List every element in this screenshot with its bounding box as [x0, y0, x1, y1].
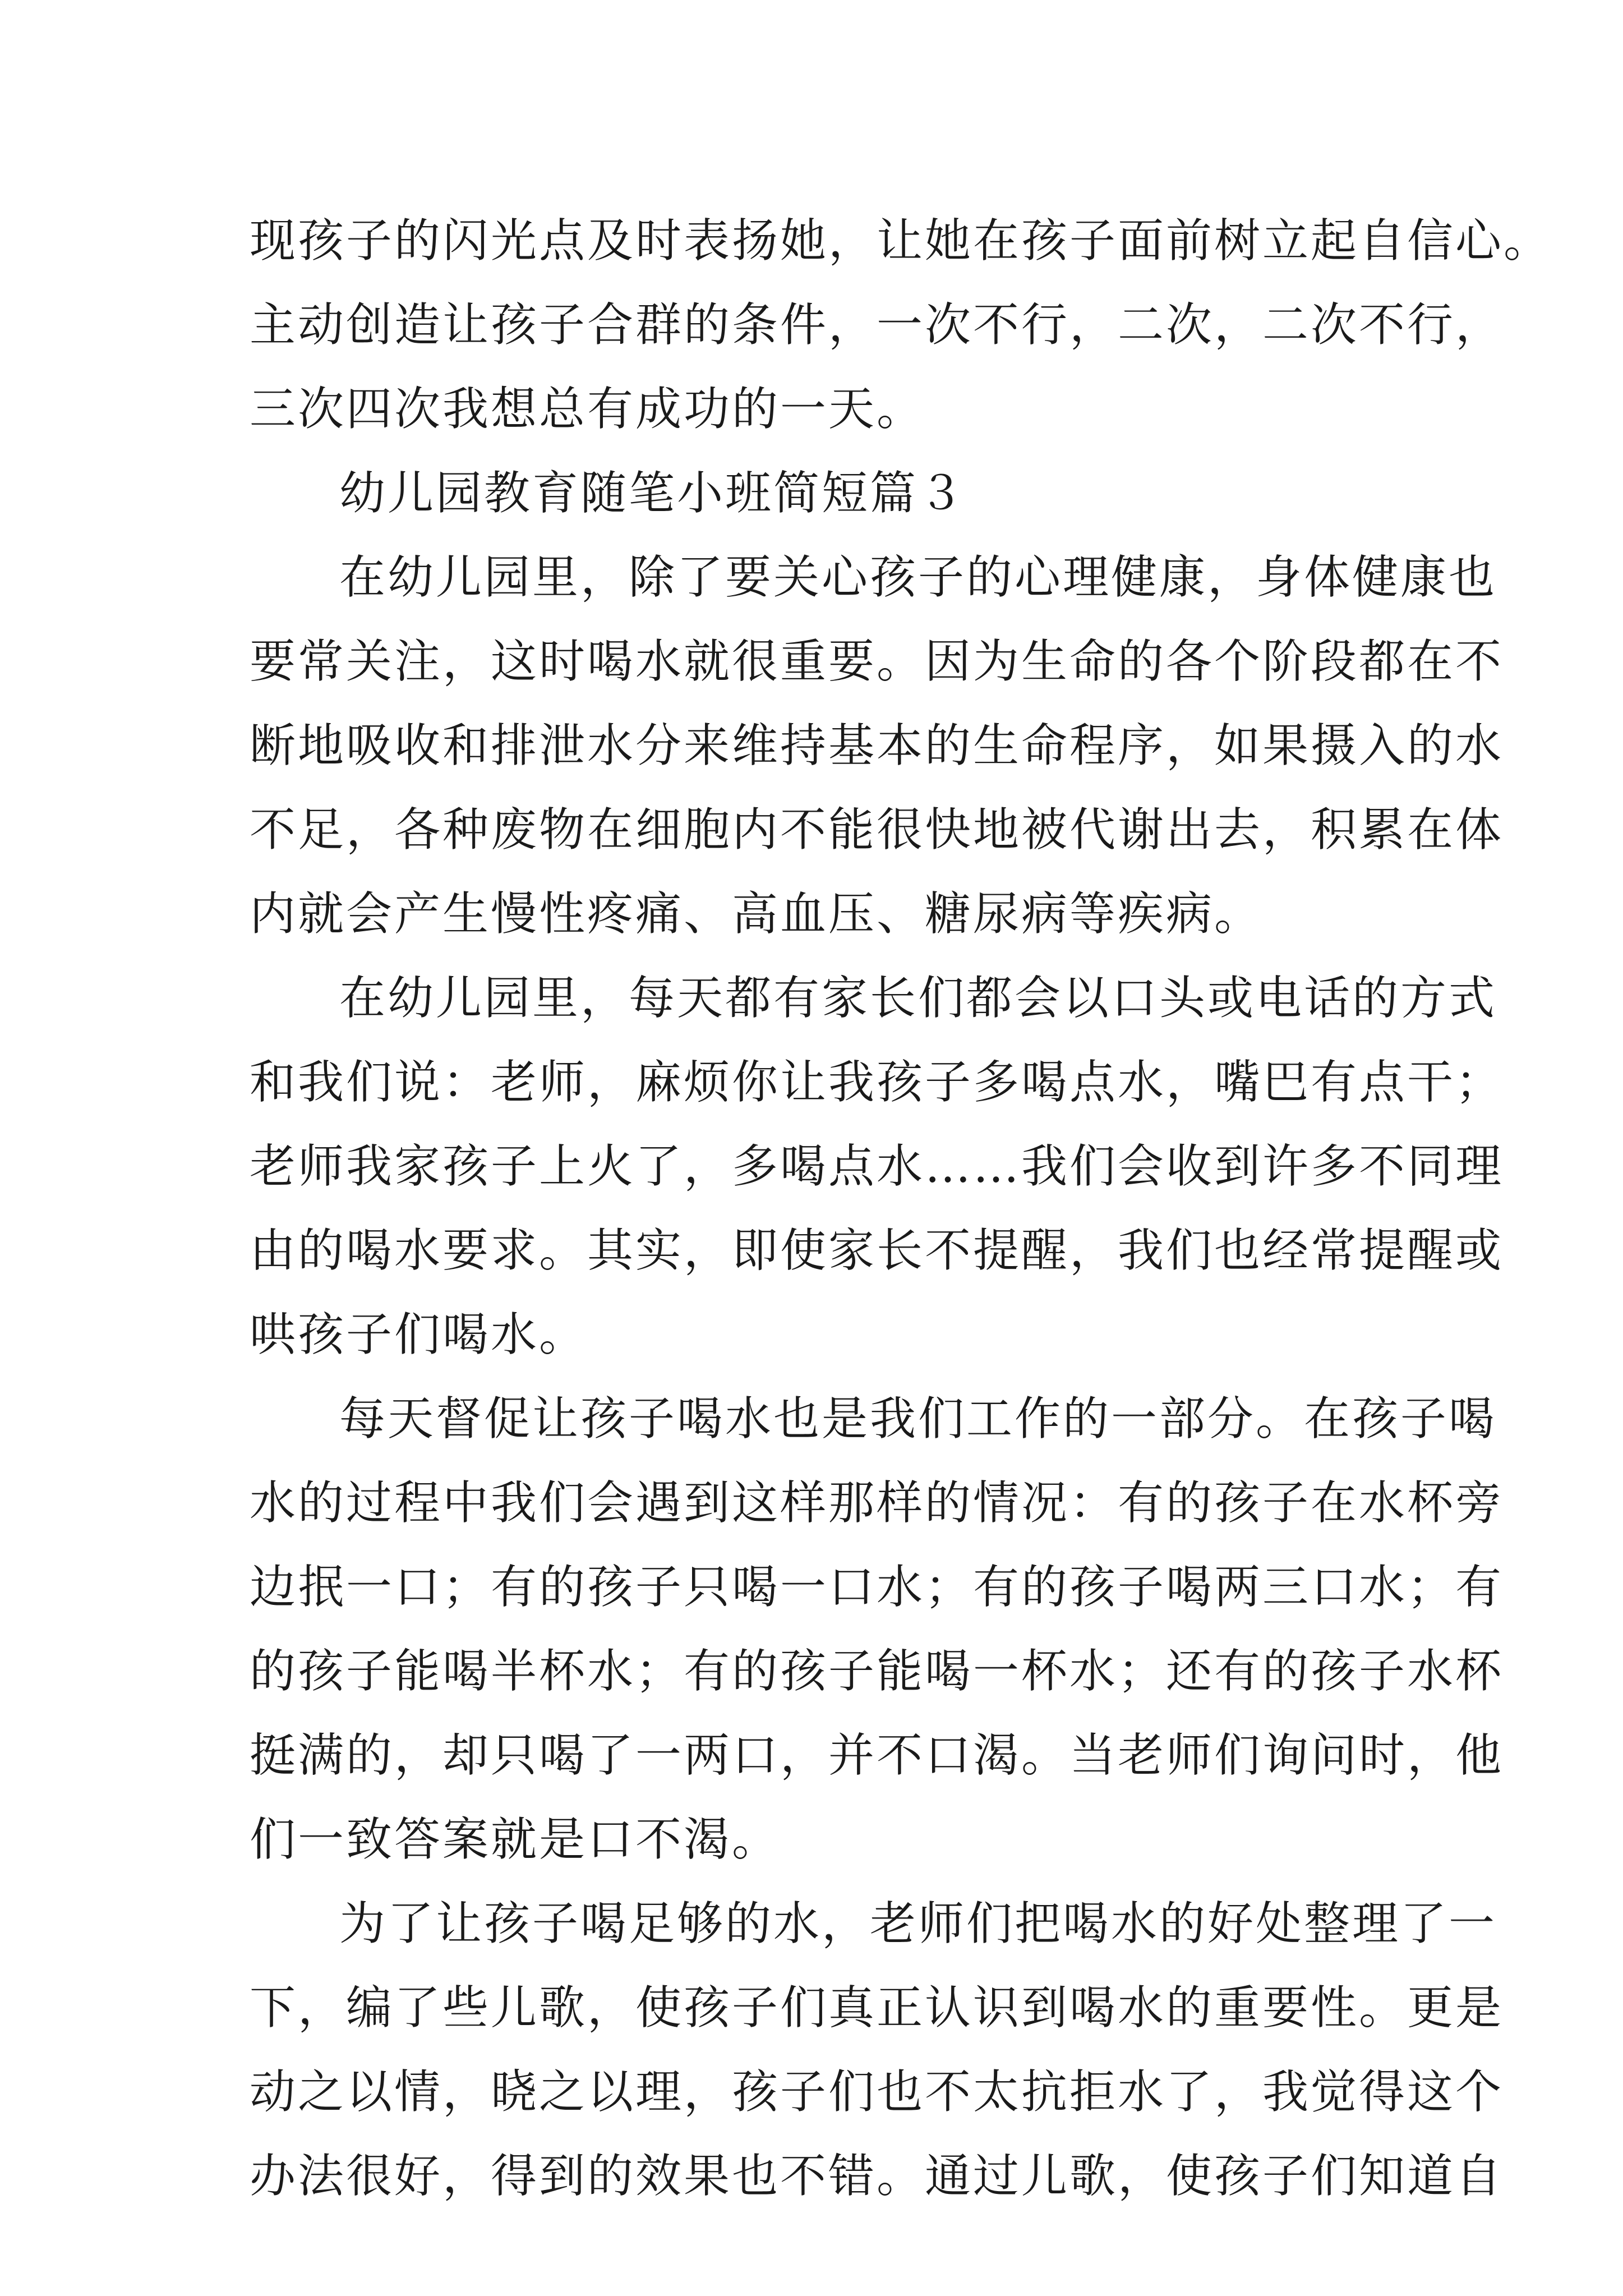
text-line: 的孩子能喝半杯水；有的孩子能喝一杯水；还有的孩子水杯 [250, 1645, 1504, 1698]
text-line: 们一致答案就是口不渴。 [250, 1813, 781, 1866]
text-line: 由的喝水要求。其实，即使家长不提醒，我们也经常提醒或 [250, 1224, 1504, 1277]
text-line: 不足，各种废物在细胞内不能很快地被代谢出去，积累在体 [250, 803, 1504, 857]
text-line: 老师我家孩子上火了，多喝点水……我们会收到许多不同理 [250, 1140, 1504, 1193]
text-line: 水的过程中我们会遇到这样那样的情况：有的孩子在水杯旁 [250, 1476, 1504, 1530]
text-line: 内就会产生慢性疼痛、高血压、糖尿病等疾病。 [250, 887, 1263, 941]
text-line: 三次四次我想总有成功的一天。 [250, 383, 925, 436]
text-line: 要常关注，这时喝水就很重要。因为生命的各个阶段都在不 [250, 635, 1504, 688]
text-line: 下，编了些儿歌，使孩子们真正认识到喝水的重要性。更是 [250, 1981, 1504, 2035]
text-line: 每天督促让孩子喝水也是我们工作的一部分。在孩子喝 [339, 1392, 1497, 1446]
text-line: 和我们说：老师，麻烦你让我孩子多喝点水，嘴巴有点干； [250, 1056, 1504, 1109]
text-line: 在幼儿园里，每天都有家长们都会以口头或电话的方式 [339, 972, 1497, 1025]
text-line: 现孩子的闪光点及时表扬她，让她在孩子面前树立起自信心。 [250, 214, 1552, 268]
section-heading: 幼儿园教育随笔小班简短篇３ [339, 467, 967, 520]
text-line: 哄孩子们喝水。 [250, 1308, 588, 1361]
text-line: 为了让孩子喝足够的水，老师们把喝水的好处整理了一 [339, 1897, 1497, 1950]
text-line: 动之以情，晓之以理，孩子们也不太抗拒水了，我觉得这个 [250, 2065, 1504, 2119]
text-line: 挺满的，却只喝了一两口，并不口渴。当老师们询问时，他 [250, 1729, 1504, 1782]
text-line: 办法很好，得到的效果也不错。通过儿歌，使孩子们知道自 [250, 2150, 1504, 2203]
text-line: 断地吸收和排泄水分来维持基本的生命程序，如果摄入的水 [250, 719, 1504, 772]
text-line: 在幼儿园里，除了要关心孩子的心理健康，身体健康也 [339, 551, 1497, 604]
text-line: 边抿一口；有的孩子只喝一口水；有的孩子喝两三口水；有 [250, 1561, 1504, 1614]
text-line: 主动创造让孩子合群的条件，一次不行，二次，二次不行， [250, 298, 1504, 352]
